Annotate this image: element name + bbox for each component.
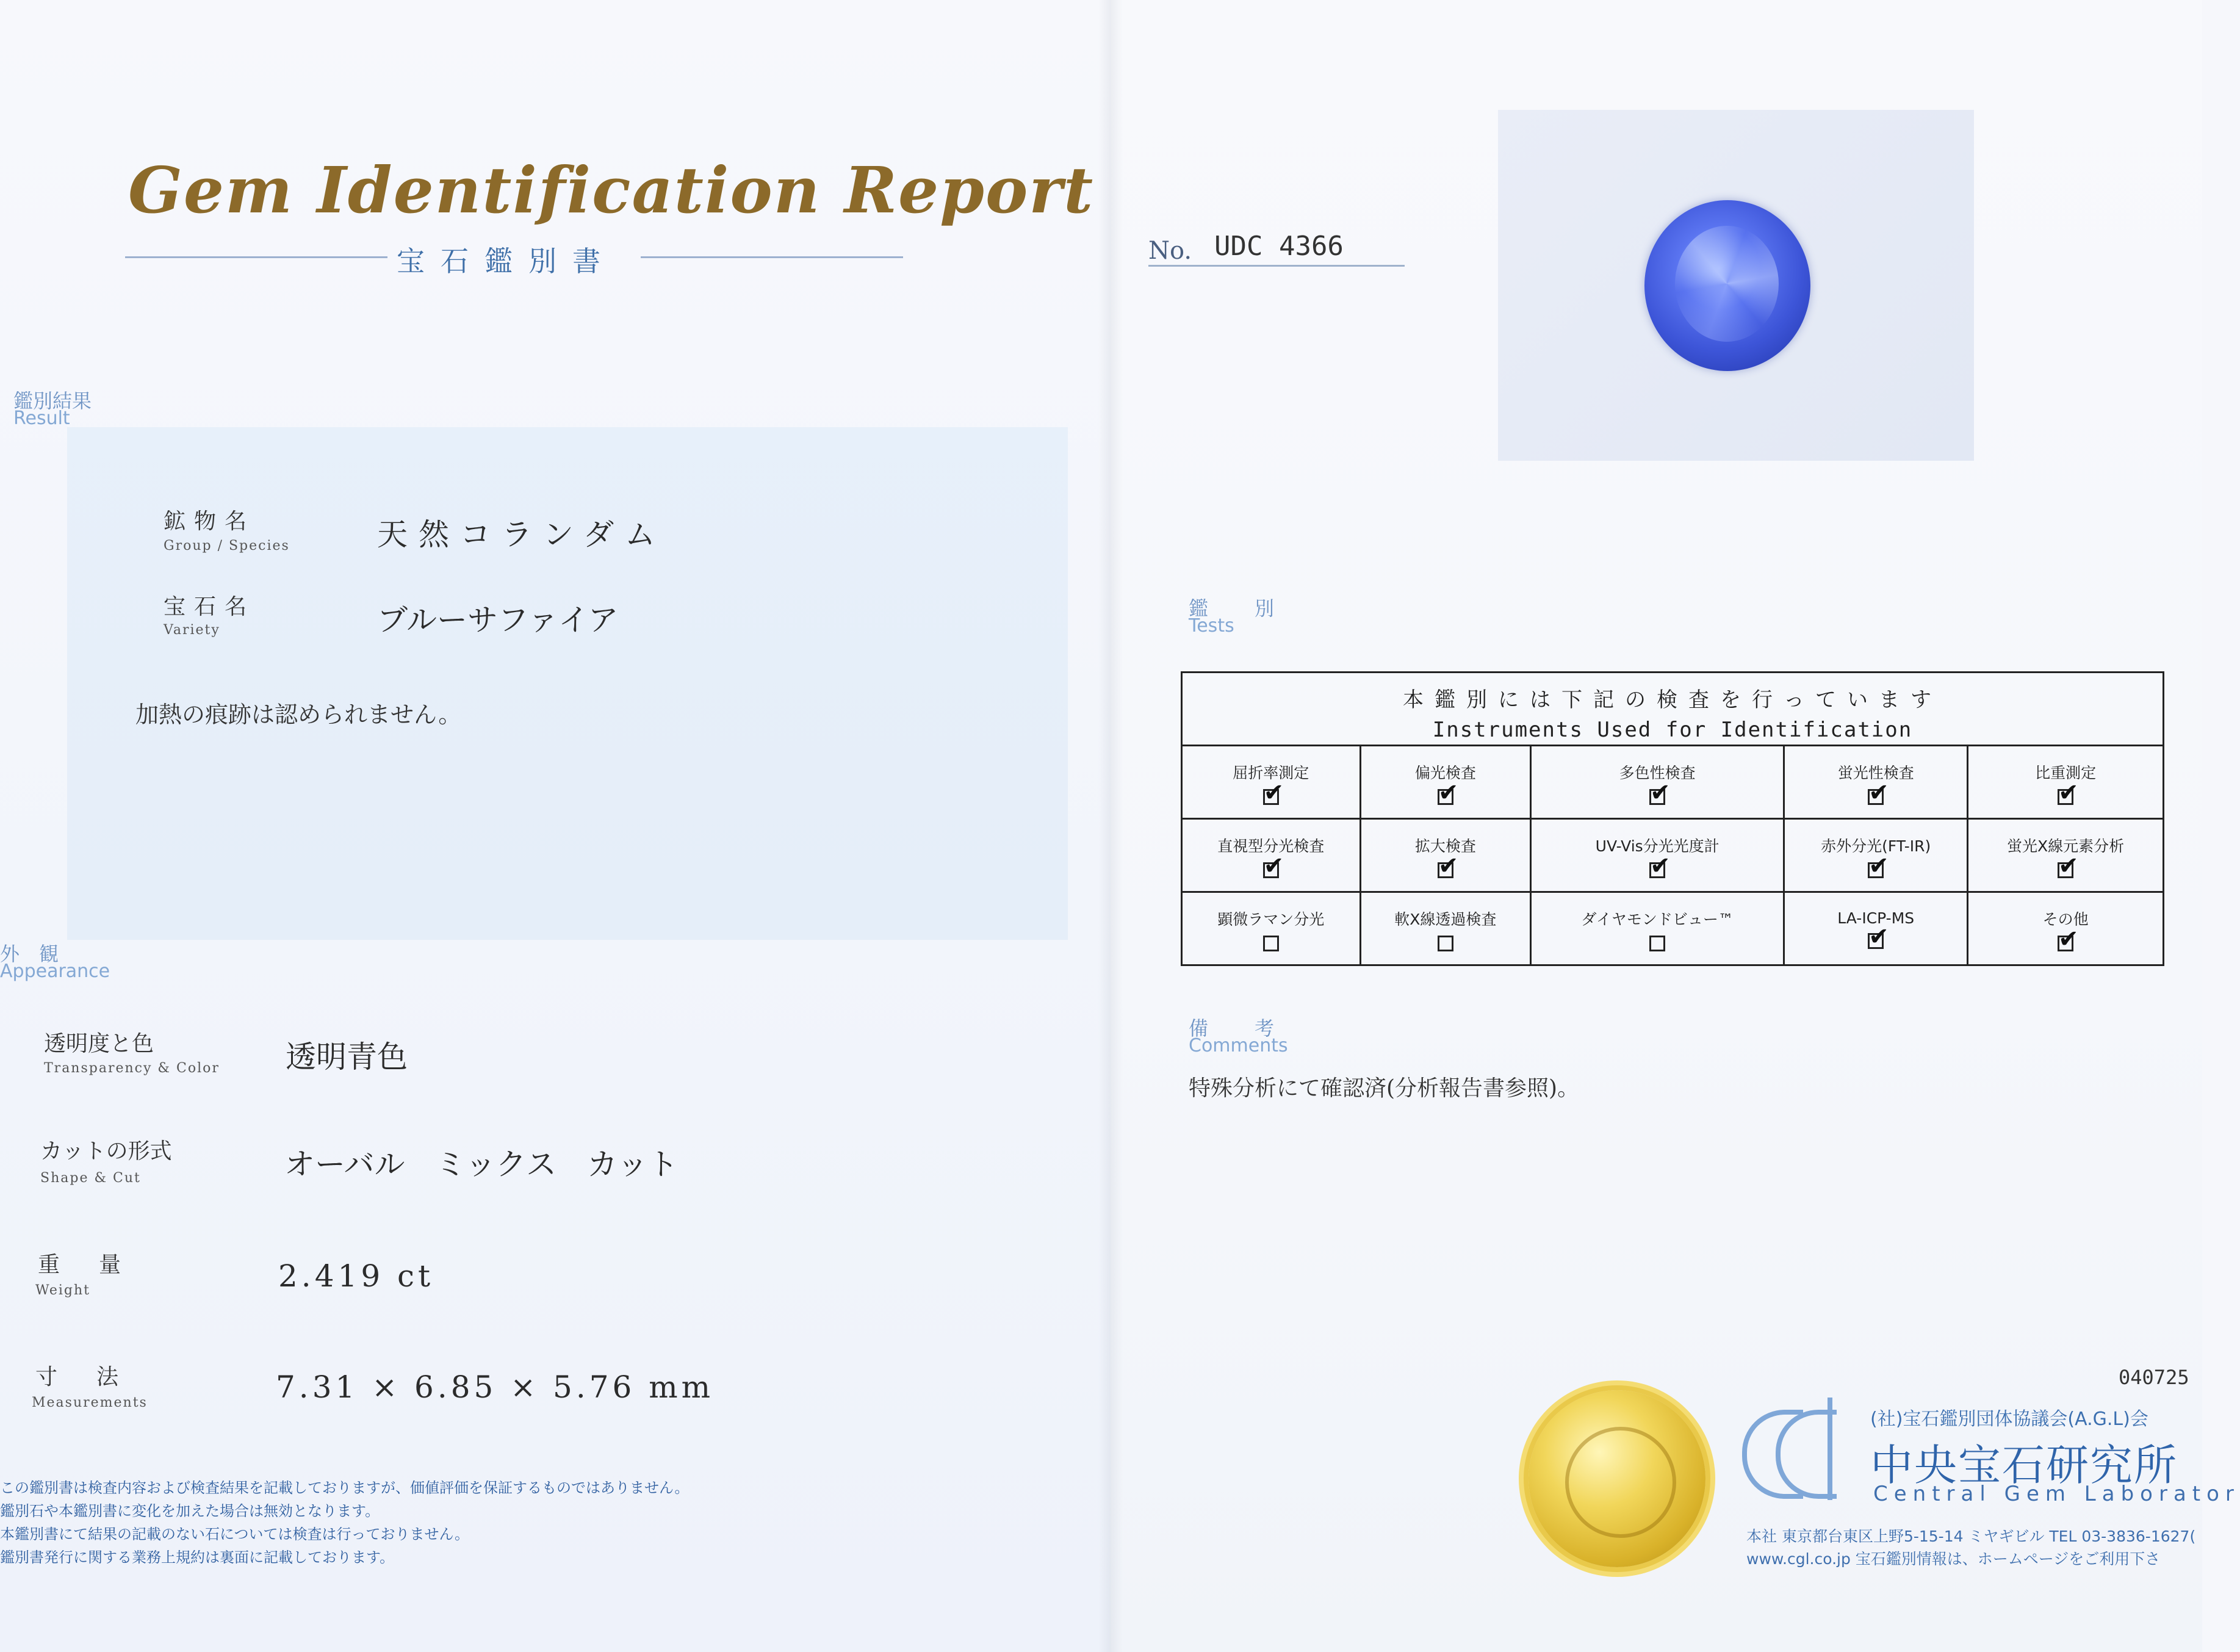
disclaimer-line-2: 鑑別石や本鑑別書に変化を加えた場合は無効となります。 (0, 1502, 380, 1520)
checkbox (1263, 789, 1279, 805)
test-cell (1968, 746, 2164, 819)
test-cell (1360, 746, 1531, 819)
lab-name-jp: 中央宝石研究所 (1870, 1440, 2178, 1490)
checkbox (1868, 789, 1884, 805)
checkbox (1438, 936, 1453, 951)
lab-name-en: Central Gem Laborator (1873, 1482, 2240, 1506)
color-label: 透明度と色 (44, 1031, 154, 1056)
test-cell (1968, 819, 2164, 892)
appearance-section-jp: 外 観 (0, 942, 59, 965)
association-member: (社)宝石鑑別団体協議会(A.G.L)会 (1870, 1409, 2148, 1430)
test-label: 多色性検査 (1619, 763, 1696, 782)
test-cell (1531, 892, 1784, 965)
test-label: 軟X線透過検査 (1394, 910, 1497, 928)
test-label: 比重測定 (2035, 763, 2097, 782)
variety-label-en: Variety (164, 622, 220, 638)
cut-label: カットの形式 (40, 1139, 172, 1164)
checkbox (1868, 933, 1884, 949)
comments-section-en: Comments (1189, 1035, 1288, 1056)
tests-header-jp: 本鑑別には下記の検査を行っています (1403, 688, 1942, 712)
test-cell (1531, 819, 1784, 892)
checkbox (1438, 789, 1453, 805)
weight-label-en: Weight (35, 1283, 90, 1298)
checkbox (1438, 862, 1453, 878)
result-section-en: Result (13, 408, 70, 429)
number-label: No. (1148, 237, 1192, 265)
test-label: 直視型分光検査 (1217, 837, 1325, 855)
checkbox (1263, 862, 1279, 878)
test-label: 偏光検査 (1414, 763, 1476, 782)
test-label: その他 (2042, 910, 2089, 928)
report-subtitle: 宝石鑑別書 (397, 245, 616, 278)
species-label: 鉱物名 (164, 509, 256, 534)
tests-table-header (1182, 673, 2164, 746)
result-section-jp: 鑑別結果 (13, 389, 92, 413)
test-label: 屈折率測定 (1233, 763, 1309, 782)
subtitle-rule-right (641, 256, 903, 258)
report-number: UDC 4366 (1214, 231, 1344, 262)
test-label: 赤外分光(FT-IR) (1821, 837, 1931, 855)
report-title: Gem Identification Report (128, 153, 1095, 228)
disclaimer-line-3: 本鑑別書にて結果の記載のない石については検査は行っておりません。 (0, 1526, 469, 1543)
weight-label: 重 量 (38, 1252, 130, 1277)
checkbox (1649, 789, 1665, 805)
variety-label: 宝石名 (164, 594, 256, 619)
heat-note: 加熱の痕跡は認められません。 (135, 701, 462, 728)
tests-table (1181, 671, 2164, 966)
test-label: 蛍光X線元素分析 (2007, 837, 2125, 855)
test-cell (1182, 892, 1361, 965)
lab-address: 本社 東京都台東区上野5-15-14 ミヤギビル TEL 03-3836-1627( (1746, 1528, 2196, 1545)
test-label: 顕微ラマン分光 (1217, 910, 1325, 928)
test-label: ダイヤモンドビュー™ (1581, 910, 1734, 928)
cut-label-en: Shape & Cut (40, 1170, 141, 1186)
comments-section-jp: 備 考 (1189, 1017, 1288, 1040)
test-cell (1784, 819, 1968, 892)
test-cell (1968, 892, 2164, 965)
lab-website: www.cgl.co.jp 宝石鑑別情報は、ホームページをご利用下さ (1746, 1550, 2161, 1568)
test-cell (1360, 819, 1531, 892)
measure-label-en: Measurements (32, 1395, 148, 1410)
tests-row (1182, 892, 2164, 965)
gold-seal-emblem (1565, 1427, 1676, 1538)
test-cell (1531, 746, 1784, 819)
cut-value: オーバル ミックス カット (284, 1147, 679, 1182)
test-cell (1360, 892, 1531, 965)
serial-number: 040725 (2119, 1366, 2189, 1389)
checkbox (2058, 789, 2073, 805)
appearance-section-en: Appearance (0, 961, 110, 982)
test-label: 蛍光性検査 (1837, 763, 1914, 782)
cgl-logo-icon-l (1828, 1398, 1832, 1500)
test-cell (1182, 819, 1361, 892)
test-label: 拡大検査 (1414, 837, 1476, 855)
comment-text: 特殊分析にて確認済(分析報告書参照)。 (1189, 1076, 1580, 1101)
disclaimer-line-4: 鑑別書発行に関する業務上規約は裏面に記載しております。 (0, 1549, 395, 1566)
subtitle-rule-left (125, 256, 387, 258)
test-cell (1784, 892, 1968, 965)
tests-row (1182, 746, 2164, 819)
color-value: 透明青色 (286, 1039, 408, 1075)
checkbox (2058, 862, 2073, 878)
page-fold (1098, 0, 1123, 1652)
test-label: UV-Vis分光光度計 (1595, 837, 1720, 855)
test-label: LA-ICP-MS (1837, 909, 1915, 927)
checkbox (1868, 862, 1884, 878)
checkbox (1263, 936, 1279, 951)
species-label-en: Group / Species (164, 538, 290, 554)
measure-label: 寸 法 (35, 1365, 128, 1390)
gem-facets (1675, 226, 1779, 342)
checkbox (1649, 936, 1665, 951)
species-value: 天然コランダム (377, 517, 666, 552)
test-cell (1182, 746, 1361, 819)
checkbox (2058, 936, 2073, 951)
measure-value: 7.31 × 6.85 × 5.76 mm (276, 1369, 715, 1405)
disclaimer-line-1: この鑑別書は検査内容および検査結果を記載しておりますが、価値評価を保証するものではありません。 (0, 1479, 690, 1496)
tests-section-en: Tests (1189, 615, 1234, 637)
number-underline (1148, 265, 1405, 267)
weight-value: 2.419 ct (278, 1258, 434, 1294)
checkbox (1649, 862, 1665, 878)
tests-row (1182, 819, 2164, 892)
variety-value: ブルーサファイア (377, 602, 619, 638)
tests-section-jp: 鑑 別 (1189, 597, 1288, 620)
tests-header-en: Instruments Used for Identification (1432, 718, 1913, 742)
test-cell (1784, 746, 1968, 819)
color-label-en: Transparency & Color (44, 1061, 220, 1076)
